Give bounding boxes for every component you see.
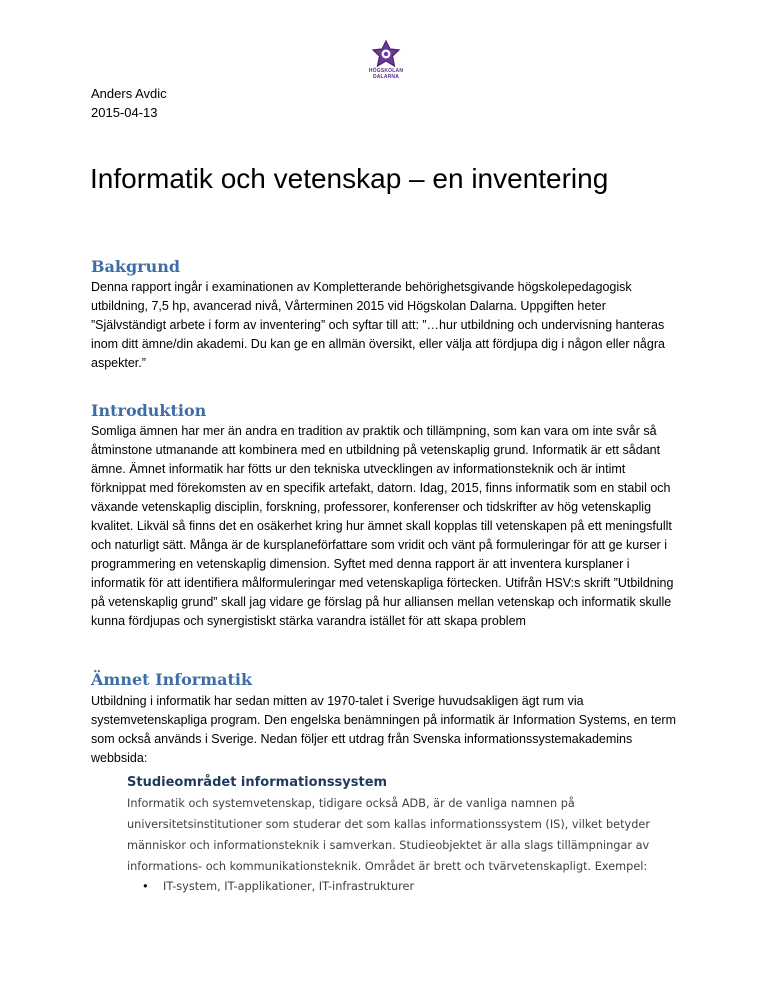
paragraph-bakgrund: Denna rapport ingår i examinationen av Kompletterande behörighetsgivande högskolepedagogisk utbildning, 7,5 hp, avancerad nivå, Vårterminen 2015 vid Högskolan Dalarna. Uppgiften heter ”Självständigt arbete i form av inventering” och syftar till att: ”…hur utbildning och undervisning hanteras inom ditt ämne/din akademi. Du kan ge en allmän översikt, eller välja att fördjupa dig i någon eller några aspekter.” <box>91 280 665 370</box>
logo-text-line-2: DALARNA <box>372 74 400 80</box>
document-meta <box>91 84 167 122</box>
document-date: 2015-04-13 <box>91 105 158 120</box>
paragraph-amnet-informatik: Utbildning i informatik har sedan mitten av 1970-talet i Sverige huvudsakligen ägt rum via systemvetenskapliga program. Den engelska benämningen på informatik är Information Systems, en term som också används i Sverige. Nedan följer ett utdrag från Svenska informationssystemakademins webbsida: <box>91 694 677 765</box>
star-logo-icon <box>371 40 401 68</box>
heading-introduktion: Introduktion <box>91 401 207 420</box>
list-item <box>127 877 687 897</box>
logo-text-line-1: HÖGSKOLAN <box>368 68 404 74</box>
university-logo <box>364 40 408 80</box>
quoted-excerpt <box>127 775 687 897</box>
list-item-text: IT-system, IT-applikationer, IT-infrastrukturer <box>163 880 415 893</box>
author-name: Anders Avdic <box>91 86 167 101</box>
quote-bullet-list <box>127 877 687 897</box>
heading-amnet-informatik: Ämnet Informatik <box>91 670 253 689</box>
bullet-icon: • <box>142 880 149 893</box>
paragraph-introduktion: Somliga ämnen har mer än andra en tradition av praktik och tillämpning, som kan vara om inte svår så åtminstone utmanande att kombinera med en utbildning på vetenskaplig grund. Informatik är ett sådant ämne. Ämnet informatik har fötts ur den tekniska utvecklingen av informationsteknik och är intimt förknippat med förekomsten av en specifik artefakt, datorn. Idag, 2015, finns informatik som en stabil och växande vetenskaplig disciplin, forskning, professorer, konferenser och tidskrifter av hög vetenskaplig kvalitet. Likväl så finns det en osäkerhet kring hur ämnet skall kopplas till vetenskapen på ett meningsfullt och naturligt sätt. Många är de kursplaneförfattare som vridit och vänt på formuleringar för att ge kurser i programmering en vetenskaplig dimension. Syftet med denna rapport är att inventera kursplaner i informatik för att identifiera målformuleringar med vetenskapliga förtecken. Utifrån HSV:s skrift ”Utbildning på vetenskaplig grund” skall jag vidare ge förslag på hur alliansen mellan vetenskap och informatik skulle kunna fördjupas och synergistiskt stärka varandra istället för att skapa problem <box>91 424 674 628</box>
document-title: Informatik och vetenskap – en inventering <box>90 163 609 194</box>
quote-heading: Studieområdet informationssystem <box>127 775 388 790</box>
quote-paragraph: Informatik och systemvetenskap, tidigare också ADB, är de vanliga namnen på universitetsinstitutioner som studerar det som kallas informationssystem (IS), vilket betyder människor och informationsteknik i samverkan. Studieobjektet är alla slags tillämpningar av informations- och kommunikationsteknik. Området är brett och tvärvetenskapligt. Exempel: <box>127 797 650 873</box>
heading-bakgrund: Bakgrund <box>91 257 181 276</box>
